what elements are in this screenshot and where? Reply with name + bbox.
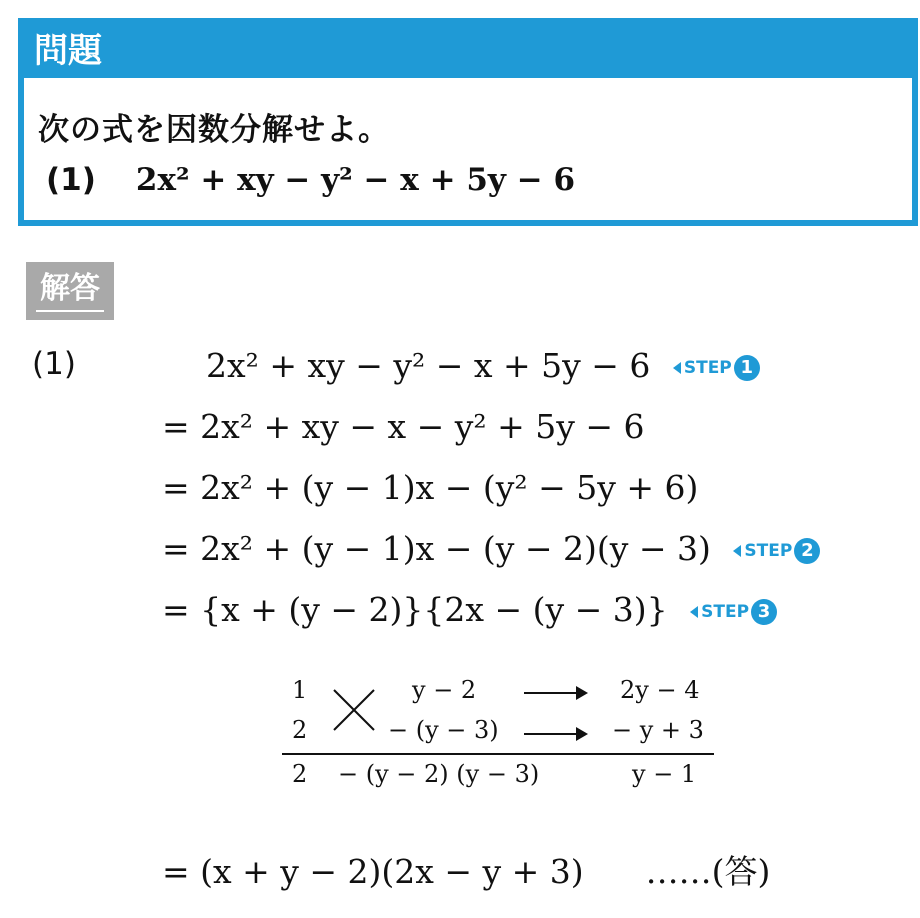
- arrow-right-icon: [524, 692, 586, 694]
- tasuki-r3-mid: − (y − 2) (y − 3): [338, 760, 540, 788]
- step-1-number: 1: [734, 355, 760, 381]
- answer-line-5-text: = {x + (y − 2)}{2x − (y − 3)}: [162, 590, 668, 629]
- problem-header: 問題: [24, 24, 912, 78]
- problem-box: [18, 18, 918, 226]
- answer-part-label: (1): [32, 346, 76, 382]
- final-answer-text: = (x + y − 2)(2x − y + 3): [162, 852, 584, 891]
- tasuki-divider: [282, 753, 714, 755]
- step-1-label: STEP: [683, 358, 732, 378]
- step-3-number: 3: [751, 599, 777, 625]
- tasuki-r3-right: y − 1: [632, 760, 697, 788]
- tasuki-r2-mid: − (y − 3): [388, 716, 499, 744]
- answer-line-2: = 2x² + xy − x − y² + 5y − 6: [162, 407, 645, 446]
- problem-formula: 2x² + xy − y² − x + 5y − 6: [135, 162, 576, 198]
- tasuki-r2-right: − y + 3: [612, 716, 704, 744]
- answer-badge: 解答: [26, 262, 114, 320]
- tasuki-r1-left: 1: [292, 676, 308, 704]
- problem-instruction: 次の式を因数分解せよ。: [38, 112, 390, 148]
- answer-line-4-text: = 2x² + (y − 1)x − (y − 2)(y − 3): [162, 529, 711, 568]
- step-3-label: STEP: [701, 602, 750, 622]
- answer-line-4: [162, 529, 820, 568]
- cross-multiply-icon: [332, 688, 376, 732]
- step-3-marker: [690, 599, 777, 625]
- arrow-right-icon: [524, 733, 586, 735]
- problem-part-label: (1): [46, 162, 96, 198]
- final-answer-note: ……(答): [645, 852, 771, 891]
- problem-expression: [46, 162, 575, 198]
- answer-line-5: [162, 590, 777, 629]
- step-1-marker: [673, 355, 760, 381]
- tasuki-r2-left: 2: [292, 716, 308, 744]
- tasuki-r1-mid: y − 2: [412, 676, 477, 704]
- step-pointer-icon: [673, 362, 681, 374]
- tasuki-r1-right: 2y − 4: [620, 676, 700, 704]
- step-pointer-icon: [690, 606, 698, 618]
- tasuki-r3-left: 2: [292, 760, 308, 788]
- answer-line-1-text: 2x² + xy − y² − x + 5y − 6: [206, 346, 651, 385]
- answer-line-3: = 2x² + (y − 1)x − (y² − 5y + 6): [162, 468, 699, 507]
- answer-line-1: [206, 346, 760, 385]
- final-answer: [162, 846, 770, 893]
- step-pointer-icon: [733, 545, 741, 557]
- step-2-label: STEP: [744, 541, 793, 561]
- step-2-number: 2: [794, 538, 820, 564]
- step-2-marker: [733, 538, 820, 564]
